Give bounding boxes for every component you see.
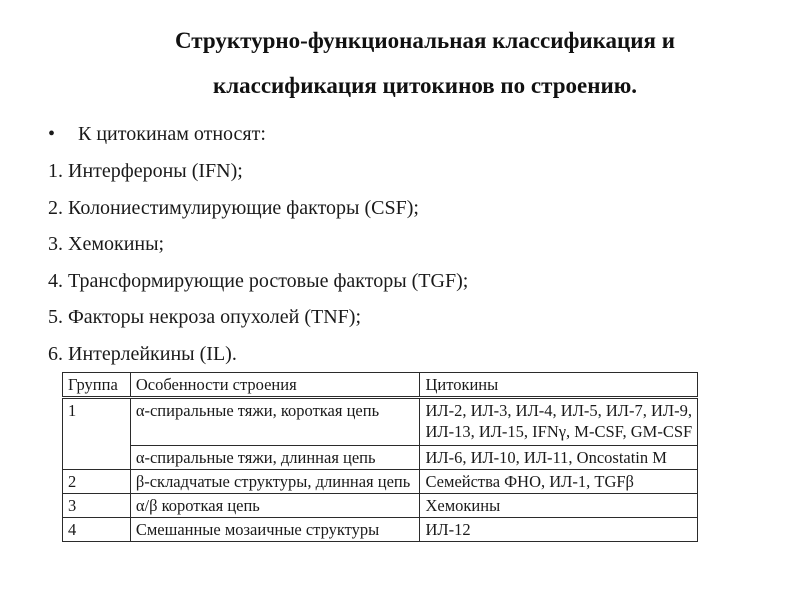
bullet-icon: •: [48, 123, 56, 145]
list-item: 4. Трансформирующие ростовые факторы (TGF);: [48, 269, 469, 292]
cytokines-cell: ИЛ-12: [420, 518, 698, 542]
cytokines-cell: ИЛ-6, ИЛ-10, ИЛ-11, Oncostatin M: [420, 446, 698, 470]
table-row: [63, 518, 698, 542]
table-row: [63, 494, 698, 518]
structure-cell: β-складчатые структуры, длинная цепь: [130, 470, 420, 494]
structure-cell: α-спиральные тяжи, длинная цепь: [130, 446, 420, 470]
cytokines-cell: Хемокины: [420, 494, 698, 518]
cytokines-line: ИЛ-13, ИЛ-15, IFNγ, M-CSF, GM-CSF: [425, 422, 693, 441]
classification-table: [62, 372, 698, 542]
group-cell: 3: [63, 494, 131, 518]
intro-line: [48, 118, 266, 150]
title-line-2: классификация цитокинов по строению.: [212, 73, 638, 98]
classification-table-wrapper: [62, 372, 698, 574]
header-group: Группа: [63, 373, 131, 398]
list-item: 5. Факторы некроза опухолей (TNF);: [48, 306, 362, 329]
table-header-row: [63, 373, 698, 398]
list-item: 3. Хемокины;: [48, 233, 165, 256]
group-cell: 1: [63, 398, 131, 470]
table-row: [63, 446, 698, 470]
list-item: 6. Интерлейкины (IL).: [48, 342, 237, 365]
table-row: [63, 398, 698, 446]
page-title: [0, 18, 800, 108]
header-structure: Особенности строения: [130, 373, 420, 398]
group-cell: 4: [63, 518, 131, 542]
title-line-1: Структурно-функциональная классификация и: [175, 28, 675, 53]
cytokines-cell: Семейства ФНО, ИЛ-1, TGFβ: [420, 470, 698, 494]
structure-cell: α/β короткая цепь: [130, 494, 420, 518]
cytokines-cell: [420, 398, 698, 446]
intro-text: К цитокинам относят:: [78, 123, 266, 145]
cytokine-list: [48, 153, 468, 373]
table-row: [63, 470, 698, 494]
cytokines-line: ИЛ-2, ИЛ-3, ИЛ-4, ИЛ-5, ИЛ-7, ИЛ-9,: [425, 401, 692, 420]
group-cell: 2: [63, 470, 131, 494]
header-cytokines: Цитокины: [420, 373, 698, 398]
list-item: 1. Интерфероны (IFN);: [48, 160, 243, 182]
structure-cell: α-спиральные тяжи, короткая цепь: [130, 398, 420, 446]
structure-cell: Смешанные мозаичные структуры: [130, 518, 420, 542]
list-item: 2. Колониестимулирующие факторы (CSF);: [48, 196, 419, 219]
